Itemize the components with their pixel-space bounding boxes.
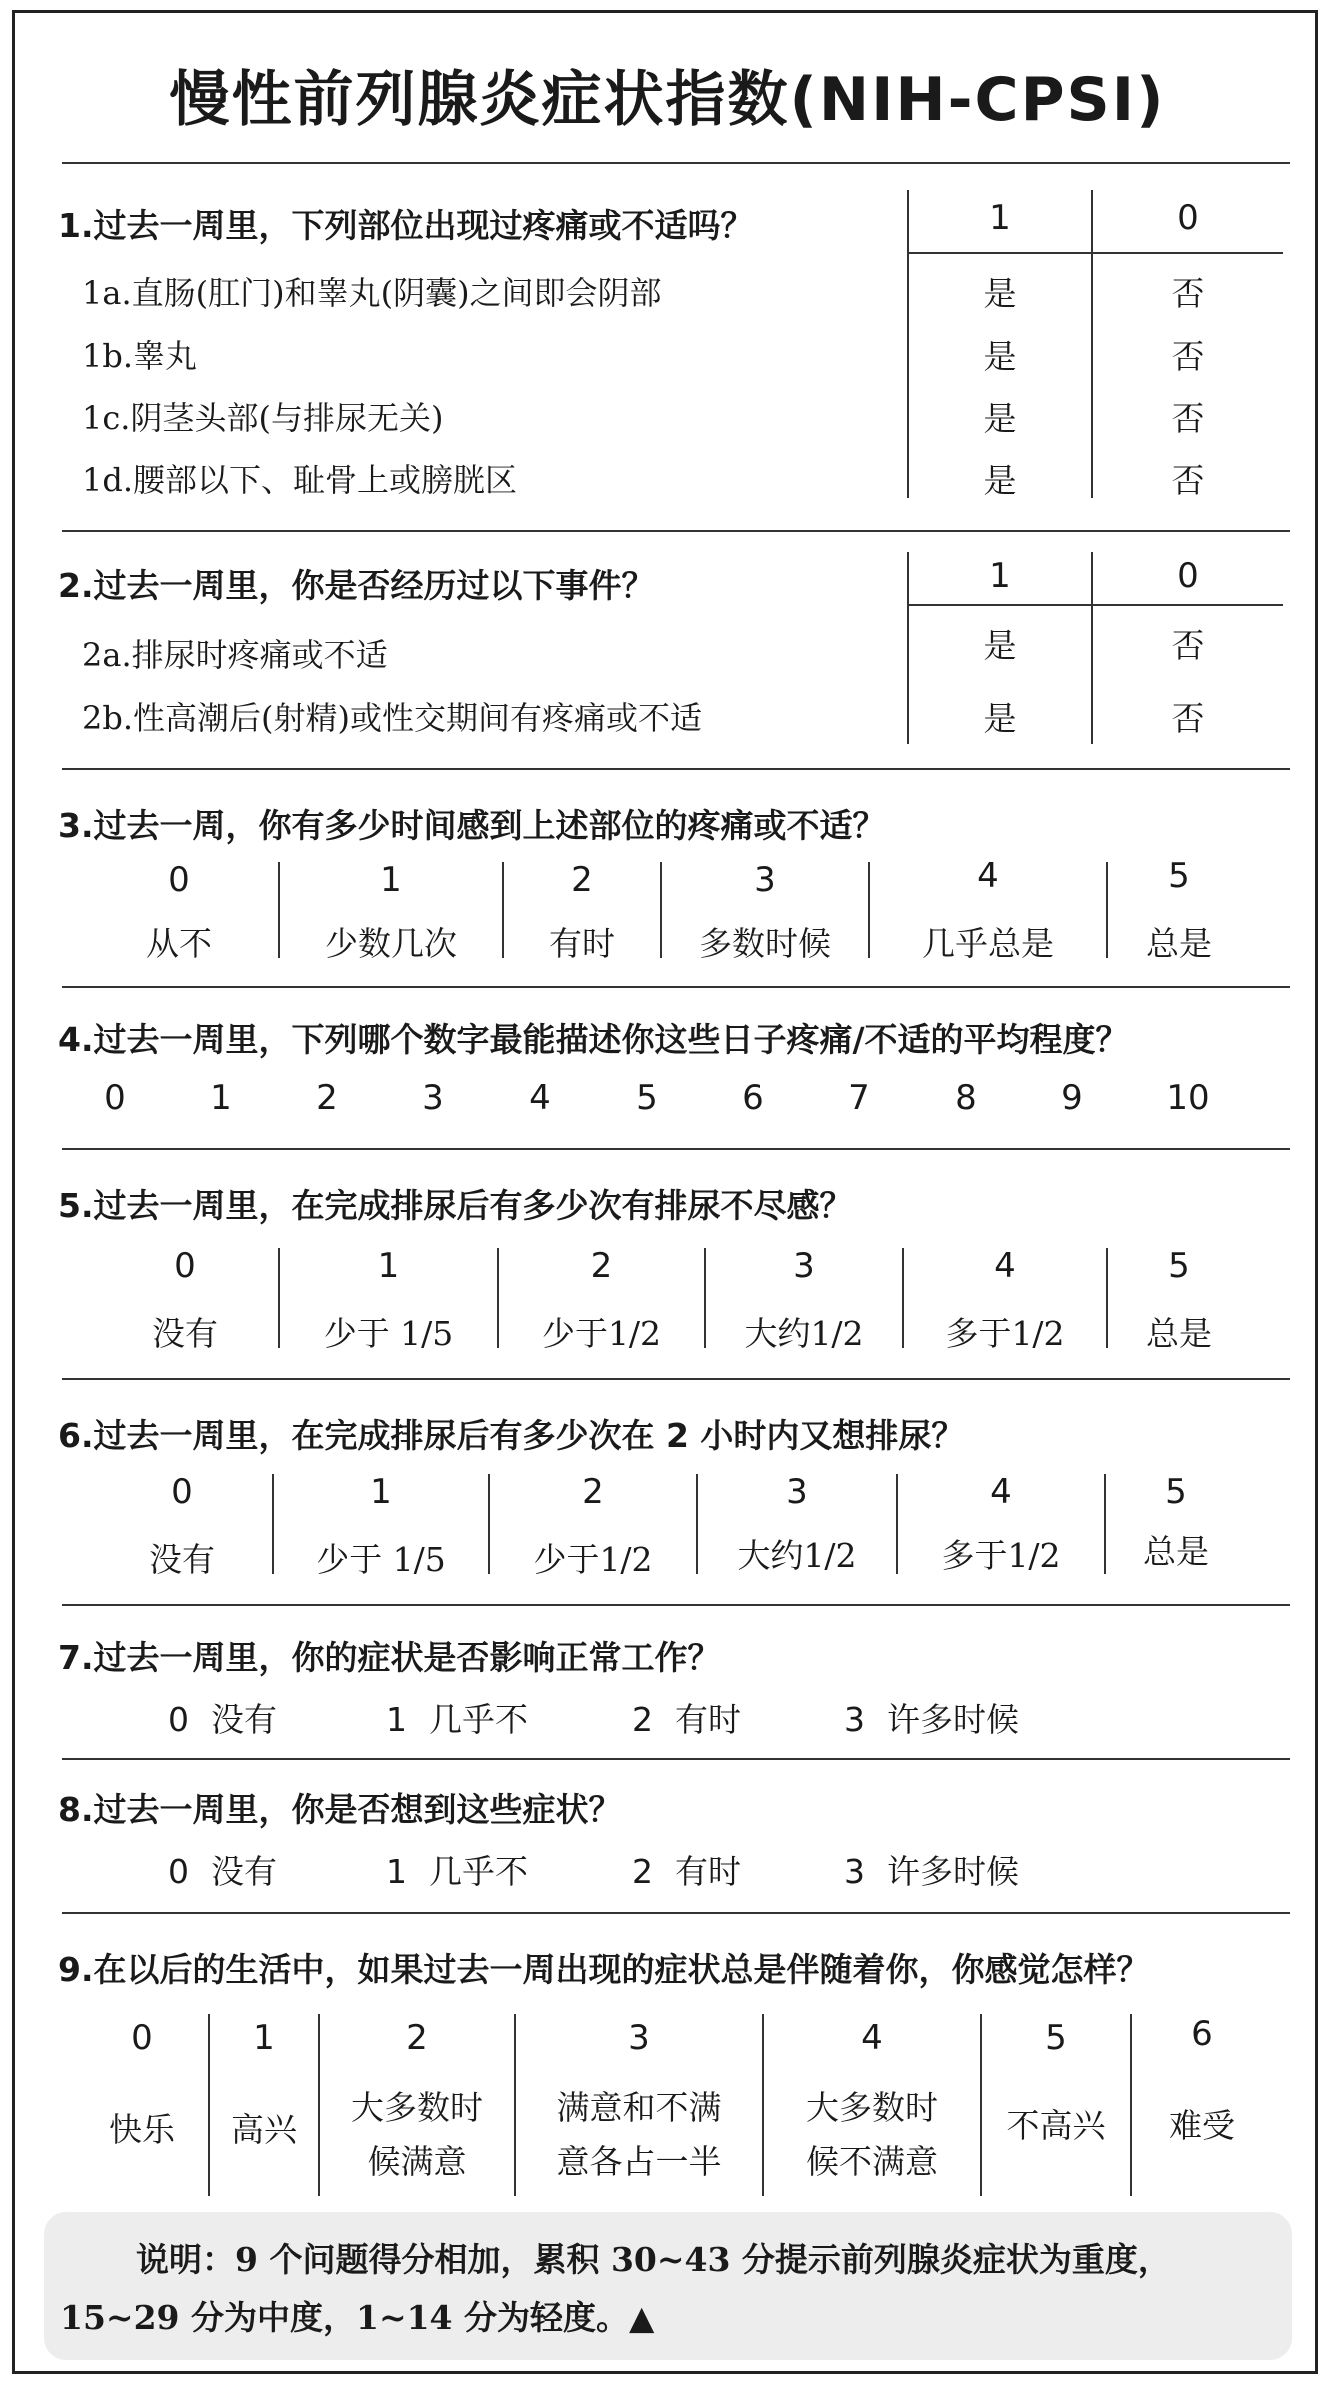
option-5-2-score[interactable]: 2	[590, 1246, 613, 1286]
option-8-2-label: 有时	[675, 1852, 741, 1891]
option-5-4-score[interactable]: 4	[994, 1246, 1016, 1286]
option-8-0-label: 没有	[211, 1852, 277, 1891]
option-9-1-score[interactable]: 1	[253, 2018, 275, 2058]
item-1d-no[interactable]: 否	[1171, 461, 1205, 500]
option-6-4-label: 多于1/2	[941, 1536, 1061, 1575]
option-5-0-score[interactable]: 0	[174, 1246, 196, 1286]
item-1a-no[interactable]: 否	[1171, 274, 1205, 313]
item-1c-no[interactable]: 否	[1171, 399, 1205, 438]
divider	[62, 768, 1290, 770]
divider	[62, 1604, 1290, 1606]
option-9-2-score[interactable]: 2	[406, 2018, 428, 2058]
pain-scale-9[interactable]: 9	[1061, 1078, 1083, 1118]
option-8-1[interactable]	[386, 1846, 528, 1893]
option-7-1-label: 几乎不	[429, 1700, 528, 1739]
question-5-text: 5.过去一周里，在完成排尿后有多少次有排尿不尽感？	[58, 1186, 853, 1225]
option-7-1[interactable]	[386, 1694, 528, 1741]
divider	[907, 252, 1283, 254]
option-9-1-label: 高兴	[231, 2110, 297, 2149]
option-6-3-label: 大约1/2	[737, 1536, 857, 1575]
option-3-3-label: 多数时候	[699, 924, 831, 963]
option-5-3-label: 大约1/2	[744, 1314, 864, 1353]
scoring-note-line-2: 15~29 分为中度，1~14 分为轻度。▲	[60, 2298, 655, 2337]
option-6-3-score[interactable]: 3	[786, 1472, 808, 1512]
item-1c-label: 1c.阴茎头部(与排尿无关)	[82, 399, 444, 437]
option-9-0-label: 快乐	[109, 2110, 175, 2149]
scoring-note-line-1: 说明：9 个问题得分相加，累积 30~43 分提示前列腺炎症状为重度，	[136, 2240, 1171, 2279]
option-6-2-score[interactable]: 2	[582, 1472, 604, 1512]
pain-scale-8[interactable]: 8	[955, 1078, 977, 1118]
pain-scale-10[interactable]: 10	[1166, 1078, 1210, 1118]
pain-scale-7[interactable]: 7	[848, 1078, 870, 1118]
option-5-2-label: 少于1/2	[541, 1314, 662, 1353]
item-2b-label: 2b.性高潮后(射精)或性交期间有疼痛或不适	[82, 699, 702, 737]
score-header-no: 0	[1177, 556, 1199, 596]
item-2a-no[interactable]: 否	[1171, 626, 1205, 665]
option-6-1-label: 少于 1/5	[316, 1540, 446, 1579]
question-2-text: 2.过去一周里，你是否经历过以下事件？	[58, 566, 655, 605]
option-7-1-score: 1	[386, 1700, 407, 1739]
option-8-0-score: 0	[168, 1852, 189, 1891]
item-2b-yes[interactable]: 是	[983, 699, 1017, 738]
page-title: 慢性前列腺炎症状指数(NIH-CPSI)	[169, 65, 1166, 135]
option-9-4-score[interactable]: 4	[861, 2018, 883, 2058]
option-3-4-score[interactable]: 4	[977, 856, 999, 896]
item-2a-yes[interactable]: 是	[983, 626, 1017, 665]
pain-scale-5[interactable]: 5	[636, 1078, 658, 1118]
option-7-0[interactable]	[168, 1694, 277, 1741]
question-6-text: 6.过去一周里，在完成排尿后有多少次在 2 小时内又想排尿？	[58, 1416, 965, 1455]
option-9-2-label-line1: 大多数时	[351, 2088, 483, 2127]
option-7-2[interactable]	[632, 1694, 741, 1741]
option-5-1-label: 少于 1/5	[323, 1314, 454, 1353]
pain-scale-4[interactable]: 4	[529, 1078, 551, 1118]
option-6-5-score[interactable]: 5	[1165, 1472, 1187, 1512]
option-3-0-score[interactable]: 0	[168, 860, 190, 900]
question-3-text: 3.过去一周，你有多少时间感到上述部位的疼痛或不适？	[58, 806, 886, 845]
option-9-6-label: 难受	[1169, 2106, 1235, 2145]
option-3-1-label: 少数几次	[325, 924, 457, 963]
option-7-3-score: 3	[844, 1700, 865, 1739]
option-5-4-label: 多于1/2	[945, 1314, 1065, 1353]
option-6-5-label: 总是	[1143, 1532, 1209, 1571]
option-5-1-score[interactable]: 1	[377, 1246, 400, 1286]
item-2b-no[interactable]: 否	[1171, 699, 1205, 738]
option-3-4-label: 几乎总是	[922, 924, 1054, 963]
question-8-text: 8.过去一周里，你是否想到这些症状？	[58, 1790, 622, 1829]
item-1b-label: 1b.睾丸	[82, 337, 198, 375]
option-8-3-score: 3	[844, 1852, 865, 1891]
score-header-yes: 1	[989, 198, 1011, 238]
option-8-3[interactable]	[844, 1846, 1019, 1893]
option-6-1-score[interactable]: 1	[370, 1472, 392, 1512]
score-header-yes: 1	[989, 556, 1011, 596]
option-8-1-label: 几乎不	[429, 1852, 528, 1891]
option-3-1-score[interactable]: 1	[380, 860, 402, 900]
option-9-5-score[interactable]: 5	[1045, 2018, 1067, 2058]
option-6-2-label: 少于1/2	[533, 1540, 653, 1579]
scoring-note	[44, 2212, 1292, 2360]
option-9-3-label-line1: 满意和不满	[556, 2088, 722, 2127]
option-6-0-label: 没有	[149, 1540, 215, 1579]
option-9-6-score[interactable]: 6	[1191, 2014, 1213, 2054]
option-9-0-score[interactable]: 0	[131, 2018, 153, 2058]
pain-scale-3[interactable]: 3	[422, 1078, 444, 1118]
item-1a-label: 1a.直肠(肛门)和睾丸(阴囊)之间即会阴部	[82, 274, 662, 312]
divider	[62, 986, 1290, 988]
score-header-no: 0	[1177, 198, 1199, 238]
pain-scale-6[interactable]: 6	[742, 1078, 764, 1118]
divider	[62, 162, 1290, 164]
option-8-2[interactable]	[632, 1846, 741, 1893]
divider	[62, 1758, 1290, 1760]
question-4-text: 4.过去一周里，下列哪个数字最能描述你这些日子疼痛/不适的平均程度？	[58, 1020, 1129, 1059]
item-1d-label: 1d.腰部以下、耻骨上或膀胱区	[82, 461, 518, 499]
option-7-3[interactable]	[844, 1694, 1019, 1741]
item-1d-yes[interactable]: 是	[983, 461, 1017, 500]
option-5-5-score[interactable]: 5	[1168, 1246, 1190, 1286]
option-9-4-label-line1: 大多数时	[806, 2088, 938, 2127]
option-9-4-label-line2: 候不满意	[806, 2142, 938, 2181]
item-1b-no[interactable]: 否	[1171, 337, 1205, 376]
option-5-3-score[interactable]: 3	[793, 1246, 815, 1286]
option-3-5-score[interactable]: 5	[1168, 856, 1190, 896]
option-9-5-label: 不高兴	[1006, 2106, 1106, 2145]
option-8-0[interactable]	[168, 1846, 277, 1893]
option-9-3-score[interactable]: 3	[628, 2018, 650, 2058]
option-8-2-score: 2	[632, 1852, 653, 1891]
item-1c-yes[interactable]: 是	[983, 399, 1017, 438]
divider	[62, 530, 1290, 532]
option-3-2-score[interactable]: 2	[571, 860, 593, 900]
pain-scale-0[interactable]: 0	[104, 1078, 126, 1118]
option-8-3-label: 许多时候	[887, 1852, 1019, 1891]
divider	[907, 604, 1283, 606]
option-8-1-score: 1	[386, 1852, 407, 1891]
item-2a-label: 2a.排尿时疼痛或不适	[82, 636, 388, 674]
option-3-3-score[interactable]: 3	[754, 860, 776, 900]
option-7-2-score: 2	[632, 1700, 653, 1739]
option-9-2-label-line2: 候满意	[367, 2142, 467, 2181]
item-1a-yes[interactable]: 是	[983, 274, 1017, 313]
option-3-2-label: 有时	[549, 924, 615, 963]
divider	[62, 1378, 1290, 1380]
option-7-3-label: 许多时候	[887, 1700, 1019, 1739]
question-9-text: 9.在以后的生活中，如果过去一周出现的症状总是伴随着你，你感觉怎样？	[58, 1950, 1150, 1989]
option-6-4-score[interactable]: 4	[990, 1472, 1012, 1512]
option-9-3-label-line2: 意各占一半	[556, 2142, 722, 2181]
item-1b-yes[interactable]: 是	[983, 337, 1017, 376]
option-5-0-label: 没有	[152, 1314, 218, 1353]
pain-scale-1[interactable]: 1	[210, 1078, 232, 1118]
option-7-0-label: 没有	[211, 1700, 277, 1739]
option-5-5-label: 总是	[1146, 1314, 1212, 1353]
question-7-text: 7.过去一周里，你的症状是否影响正常工作？	[58, 1638, 721, 1677]
option-3-5-label: 总是	[1146, 924, 1212, 963]
option-6-0-score[interactable]: 0	[171, 1472, 193, 1512]
divider	[62, 1912, 1290, 1914]
option-3-0-label: 从不	[146, 924, 212, 963]
option-7-0-score: 0	[168, 1700, 189, 1739]
option-7-2-label: 有时	[675, 1700, 741, 1739]
question-1-text: 1.过去一周里，下列部位出现过疼痛或不适吗？	[58, 206, 754, 245]
divider	[62, 1148, 1290, 1150]
pain-scale-2[interactable]: 2	[316, 1078, 338, 1118]
